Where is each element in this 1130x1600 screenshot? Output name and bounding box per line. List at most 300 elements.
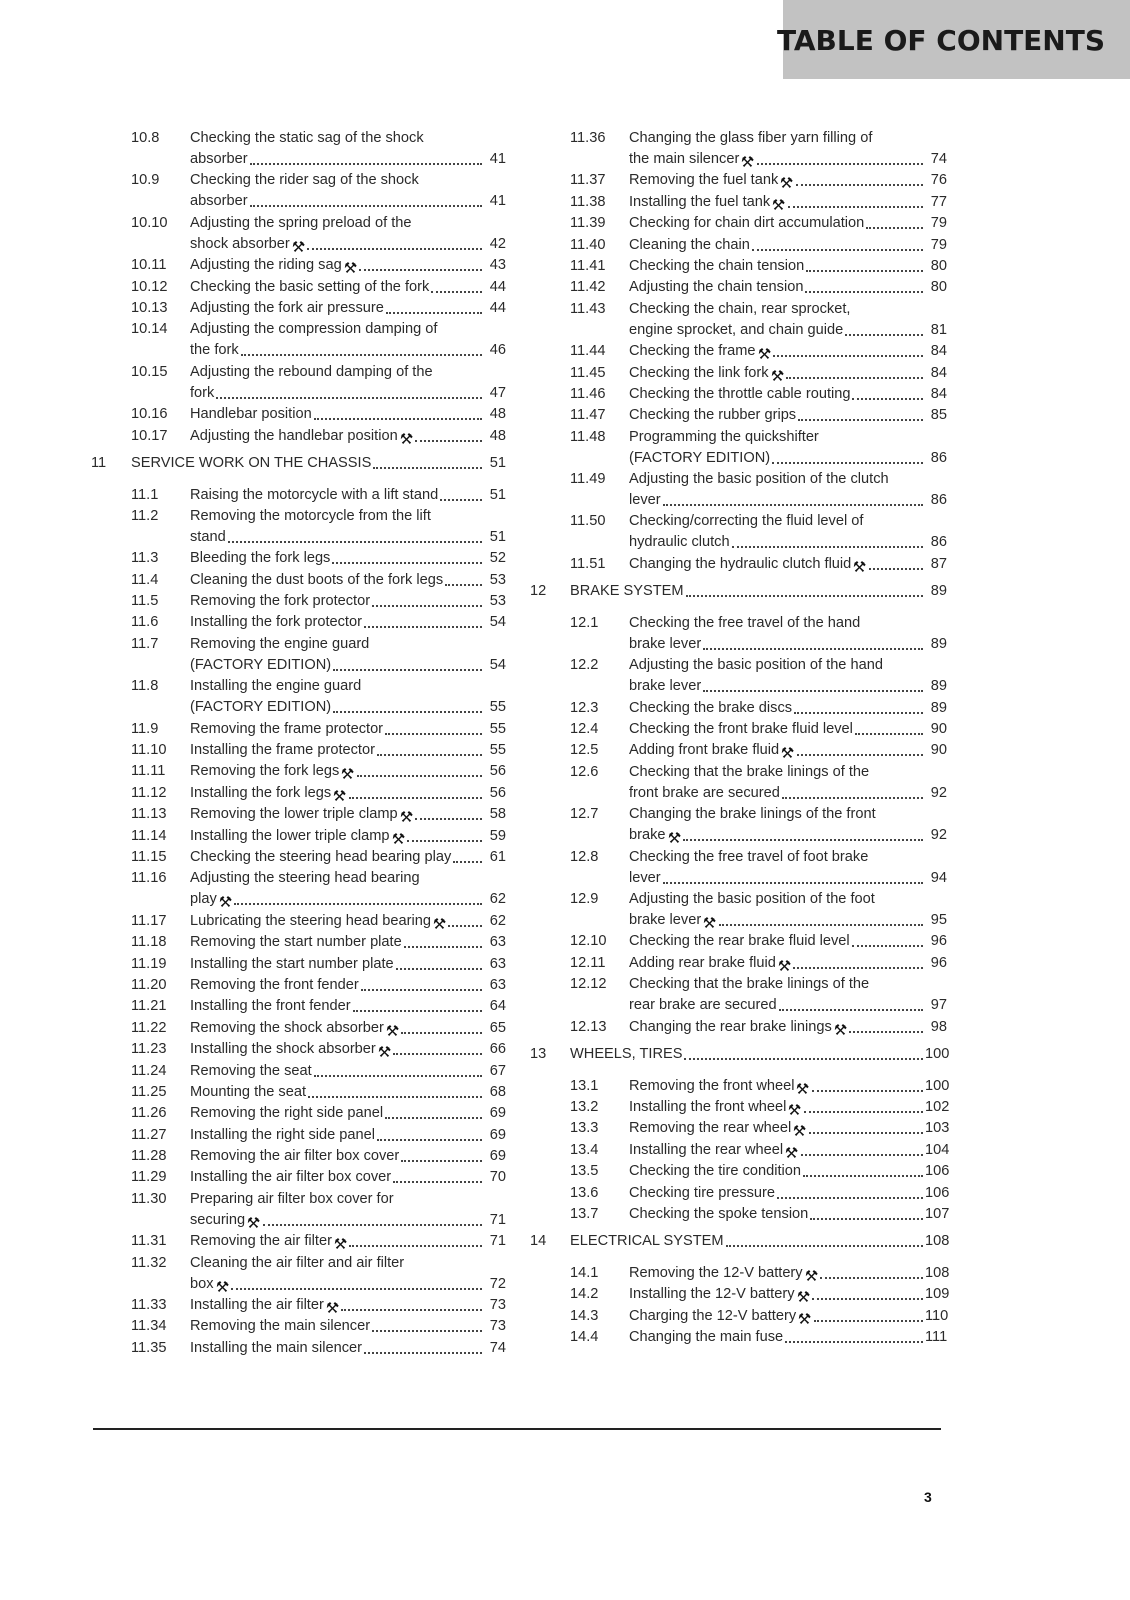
toc-entry-last-line xyxy=(190,1146,506,1167)
toc-section-number: 11.8 xyxy=(131,678,159,695)
toc-entry-line: Checking the frame xyxy=(629,343,756,360)
toc-entry-line: Checking the free travel of the hand xyxy=(629,614,861,631)
toc-entry[interactable] xyxy=(527,1263,950,1285)
toc-entry-line: Checking the brake discs xyxy=(629,699,793,716)
dot-leader xyxy=(726,1245,923,1247)
toc-entry[interactable] xyxy=(88,911,506,932)
toc-entry-last-line xyxy=(629,192,947,213)
toc-entry-last-line xyxy=(190,1103,506,1124)
wrench-icon: ⚒ xyxy=(215,1277,229,1296)
toc-entry-text xyxy=(190,847,506,868)
toc-section-number: 12.12 xyxy=(570,976,607,993)
toc-entry-text xyxy=(190,1018,506,1039)
toc-section-number: 11.12 xyxy=(131,784,167,801)
wrench-icon: ⚒ xyxy=(218,893,233,912)
dot-leader xyxy=(849,1031,923,1033)
toc-section-number: 13 xyxy=(530,1045,547,1062)
toc-entry-text xyxy=(629,762,947,804)
toc-entry-last-line xyxy=(190,1316,506,1337)
toc-entry[interactable] xyxy=(88,761,506,782)
toc-entry[interactable] xyxy=(527,170,947,191)
toc-entry[interactable] xyxy=(527,427,947,469)
toc-entry-text xyxy=(629,1076,950,1098)
toc-page-number: 74 xyxy=(489,1339,506,1356)
toc-entry[interactable] xyxy=(88,506,506,548)
toc-entry[interactable] xyxy=(88,1125,506,1146)
toc-entry-last-line xyxy=(629,868,947,889)
toc-entry[interactable] xyxy=(527,554,947,575)
toc-entry[interactable] xyxy=(88,570,506,591)
toc-entry[interactable] xyxy=(88,1316,506,1337)
toc-entry-last-line xyxy=(629,1118,950,1141)
toc-page-number: 72 xyxy=(489,1275,506,1292)
toc-entry-text xyxy=(629,341,947,362)
wrench-icon: ⚒ xyxy=(757,345,771,364)
toc-entry[interactable] xyxy=(527,719,947,740)
dot-leader xyxy=(686,595,923,597)
toc-entry[interactable] xyxy=(88,804,506,825)
toc-section-number: 14.1 xyxy=(570,1264,599,1281)
dot-leader xyxy=(407,840,482,842)
toc-entry-line: Removing the main silencer xyxy=(190,1318,371,1335)
dot-leader xyxy=(812,1298,923,1300)
toc-entry-last-line xyxy=(190,298,506,319)
toc-entry-text xyxy=(190,911,506,932)
toc-entry-line: Mounting the seat xyxy=(190,1083,307,1100)
toc-entry-text xyxy=(629,128,947,170)
toc-entry-line: Cleaning the air filter and air filter xyxy=(190,1254,405,1271)
toc-entry-text xyxy=(629,405,947,426)
toc-entry-last-line xyxy=(629,1140,950,1162)
toc-section-number: 10.8 xyxy=(131,130,160,146)
toc-page-number: 71 xyxy=(489,1211,506,1228)
toc-entry-line: Installing the front fender xyxy=(190,998,351,1015)
toc-page-number: 90 xyxy=(930,742,947,759)
toc-entry[interactable] xyxy=(527,1118,950,1141)
toc-section-number: 10.9 xyxy=(131,172,160,189)
toc-page-number: 109 xyxy=(925,1286,950,1303)
toc-entry[interactable] xyxy=(527,1204,950,1225)
toc-section-number: 11.46 xyxy=(570,385,606,402)
wrench-icon: ⚒ xyxy=(291,237,306,256)
toc-section-number: 12.8 xyxy=(570,848,599,865)
wrench-icon: ⚒ xyxy=(853,557,867,576)
toc-entry[interactable] xyxy=(88,1338,506,1359)
toc-entry[interactable] xyxy=(527,655,947,697)
toc-section-number: 12 xyxy=(530,582,547,599)
wrench-icon: ⚒ xyxy=(804,1266,819,1285)
toc-entry[interactable] xyxy=(527,277,947,298)
toc-entry-text xyxy=(190,634,506,676)
toc-section-number: 10.17 xyxy=(131,427,168,444)
toc-entry[interactable] xyxy=(88,612,506,633)
toc-entry[interactable] xyxy=(88,128,506,170)
toc-entry[interactable] xyxy=(527,299,947,341)
toc-entry[interactable] xyxy=(88,847,506,868)
toc-entry-text xyxy=(629,427,947,469)
toc-page-number: 104 xyxy=(925,1141,950,1158)
toc-entry[interactable] xyxy=(88,1018,506,1039)
toc-page-number: 58 xyxy=(489,806,506,823)
toc-entry-text xyxy=(629,698,947,719)
toc-entry-text xyxy=(629,192,947,213)
toc-entry[interactable] xyxy=(527,847,947,889)
toc-entry-line: Installing the fork protector xyxy=(190,614,362,631)
toc-entry-text xyxy=(190,570,506,591)
dot-leader xyxy=(777,1197,923,1199)
toc-entry-line: Preparing air filter box cover for xyxy=(190,1190,394,1207)
toc-entry-line: Checking that the brake linings of the xyxy=(629,763,870,780)
dot-leader xyxy=(231,1288,482,1290)
toc-section-number: 14.4 xyxy=(570,1329,599,1346)
toc-entry-line: Removing the right side panel xyxy=(190,1105,384,1122)
toc-entry[interactable] xyxy=(88,1146,506,1167)
toc-entry[interactable] xyxy=(88,404,506,425)
toc-entry[interactable] xyxy=(527,1161,950,1182)
toc-entry-text xyxy=(629,277,947,298)
dot-leader xyxy=(393,1053,482,1055)
toc-section-number: 11.9 xyxy=(131,720,159,737)
toc-page-number: 103 xyxy=(925,1120,950,1137)
toc-entry-last-line xyxy=(629,1017,947,1038)
toc-entry-line: (FACTORY EDITION) xyxy=(190,656,332,673)
toc-page-number: 89 xyxy=(930,582,947,599)
toc-entry[interactable] xyxy=(88,1231,506,1252)
toc-entry-text xyxy=(190,485,506,506)
toc-page-number: 73 xyxy=(489,1318,506,1335)
toc-entry-line: stand xyxy=(190,528,226,545)
toc-entry-text xyxy=(629,655,947,697)
toc-entry-text xyxy=(629,213,947,234)
toc-entry[interactable] xyxy=(88,1061,506,1082)
toc-entry-last-line xyxy=(190,149,506,170)
toc-entry-last-line xyxy=(629,277,947,298)
toc-entry[interactable] xyxy=(527,1097,950,1119)
toc-entry-last-line xyxy=(629,448,947,469)
toc-entry-text xyxy=(629,235,947,256)
dot-leader xyxy=(663,882,923,884)
toc-entry[interactable] xyxy=(88,319,506,361)
toc-entry[interactable] xyxy=(527,931,947,952)
dot-leader xyxy=(314,1075,482,1077)
toc-entry[interactable] xyxy=(88,1167,506,1188)
toc-entry-last-line xyxy=(190,826,506,847)
toc-entry-last-line xyxy=(190,975,506,996)
dot-leader xyxy=(852,945,923,947)
toc-entry[interactable] xyxy=(88,740,506,761)
toc-entry[interactable] xyxy=(88,826,506,847)
toc-section-number: 13.4 xyxy=(570,1141,599,1158)
toc-section-number: 11.5 xyxy=(131,593,159,610)
toc-entry[interactable] xyxy=(527,363,947,384)
toc-entry-last-line xyxy=(570,581,947,602)
toc-entry[interactable] xyxy=(88,170,506,212)
dot-leader xyxy=(866,227,923,229)
toc-entry-line: Installing the 12-V battery xyxy=(629,1286,795,1303)
toc-entry[interactable] xyxy=(527,405,947,426)
dot-leader xyxy=(752,249,923,251)
toc-entry-last-line xyxy=(629,1161,950,1182)
toc-section-number: 11.43 xyxy=(570,300,606,317)
toc-section-number: 14.2 xyxy=(570,1286,599,1303)
toc-entry-text xyxy=(629,847,947,889)
toc-page-number: 89 xyxy=(930,699,947,716)
toc-entry-text xyxy=(629,931,947,952)
dot-leader xyxy=(703,648,923,650)
toc-entry[interactable] xyxy=(527,804,947,846)
toc-chapter[interactable] xyxy=(88,453,506,474)
toc-page-number: 62 xyxy=(489,912,506,929)
wrench-icon: ⚒ xyxy=(325,1299,340,1318)
toc-page-number: 52 xyxy=(489,550,506,567)
toc-section-number: 10.10 xyxy=(131,214,168,231)
toc-entry-line: Checking the static sag of the shock xyxy=(190,130,424,146)
toc-entry[interactable] xyxy=(527,1140,950,1162)
toc-entry[interactable] xyxy=(527,235,947,256)
toc-entry[interactable] xyxy=(88,1039,506,1060)
wrench-icon: ⚒ xyxy=(333,1235,348,1254)
dot-leader xyxy=(377,1139,482,1141)
toc-entry-last-line xyxy=(190,234,506,255)
toc-entry[interactable] xyxy=(88,591,506,612)
dot-leader xyxy=(801,1154,923,1156)
toc-page-number: 55 xyxy=(489,720,506,737)
toc-page-number: 70 xyxy=(489,1169,506,1186)
wrench-icon: ⚒ xyxy=(772,195,786,214)
wrench-icon: ⚒ xyxy=(788,1100,802,1119)
toc-entry-last-line xyxy=(629,405,947,426)
toc-entry-line: Adjusting the basic position of the foot xyxy=(629,890,875,907)
dot-leader xyxy=(364,626,482,628)
toc-section-number: 14.3 xyxy=(570,1307,599,1324)
toc-entry[interactable] xyxy=(527,1284,950,1307)
toc-page-number: 100 xyxy=(925,1045,950,1062)
toc-page-number: 89 xyxy=(930,635,947,652)
toc-entry[interactable] xyxy=(88,932,506,953)
toc-entry-last-line xyxy=(629,931,947,952)
toc-entry-text xyxy=(190,826,506,847)
toc-entry[interactable] xyxy=(88,548,506,569)
toc-entry[interactable] xyxy=(88,975,506,996)
toc-entry-text xyxy=(190,868,506,910)
dot-leader xyxy=(377,754,482,756)
toc-entry[interactable] xyxy=(527,698,947,719)
toc-entry[interactable] xyxy=(88,868,506,910)
toc-entry[interactable] xyxy=(88,676,506,718)
toc-entry-text xyxy=(190,1167,506,1188)
toc-page-number: 54 xyxy=(489,614,506,631)
toc-page-number: 46 xyxy=(489,342,506,359)
toc-entry[interactable] xyxy=(88,255,506,276)
toc-page-number: 59 xyxy=(489,827,506,844)
toc-entry[interactable] xyxy=(88,954,506,975)
dot-leader xyxy=(788,206,923,208)
toc-entry-line: Removing the front wheel xyxy=(629,1077,795,1094)
toc-entry[interactable] xyxy=(527,1183,950,1204)
toc-page-number: 86 xyxy=(930,492,947,509)
toc-entry-line: hydraulic clutch xyxy=(629,534,730,551)
toc-entry[interactable] xyxy=(88,213,506,255)
toc-section-number: 11.19 xyxy=(131,955,167,972)
toc-entry-line: Removing the fork legs xyxy=(190,763,340,780)
toc-section-number: 11.32 xyxy=(131,1254,167,1271)
toc-section-number: 11.38 xyxy=(570,193,606,210)
toc-entry-line: Handlebar position xyxy=(190,406,312,423)
toc-entry[interactable] xyxy=(88,485,506,506)
dot-leader xyxy=(404,946,482,948)
toc-page-number: 62 xyxy=(489,891,506,908)
toc-entry-text xyxy=(190,612,506,633)
toc-entry-last-line xyxy=(629,1183,950,1204)
toc-entry-last-line xyxy=(190,1338,506,1359)
toc-entry-text xyxy=(190,1231,506,1252)
toc-page-number: 108 xyxy=(925,1232,950,1249)
toc-entry[interactable] xyxy=(527,128,947,170)
toc-entry[interactable] xyxy=(88,362,506,404)
toc-page-number: 44 xyxy=(489,299,506,316)
toc-page-number: 67 xyxy=(489,1062,506,1079)
toc-page-number: 66 xyxy=(489,1041,506,1058)
dot-leader xyxy=(809,1132,923,1134)
toc-entry[interactable] xyxy=(527,511,947,553)
dot-leader xyxy=(794,712,923,714)
toc-section-number: 12.13 xyxy=(570,1018,607,1035)
toc-entry-text xyxy=(190,1253,506,1295)
toc-entry-text xyxy=(190,1189,506,1231)
dot-leader xyxy=(250,163,482,165)
toc-entry-line: Removing the frame protector xyxy=(190,720,384,737)
toc-entry[interactable] xyxy=(527,256,947,277)
dot-leader xyxy=(785,1341,923,1343)
toc-entry-line: Adjusting the fork air pressure xyxy=(190,299,384,316)
toc-chapter[interactable] xyxy=(527,581,947,602)
toc-page-number: 92 xyxy=(930,827,947,844)
toc-section-number: 11.41 xyxy=(570,257,606,274)
toc-entry[interactable] xyxy=(527,341,947,362)
toc-entry-last-line xyxy=(190,996,506,1017)
toc-page-number: 110 xyxy=(925,1307,949,1324)
toc-chapter[interactable] xyxy=(527,1231,950,1252)
toc-entry[interactable] xyxy=(527,974,947,1016)
toc-entry[interactable] xyxy=(527,1017,947,1038)
wrench-icon: ⚒ xyxy=(703,913,717,932)
toc-entry-line: Checking/correcting the fluid level of xyxy=(629,513,864,530)
toc-entry-text xyxy=(629,384,947,405)
toc-entry-text xyxy=(190,996,506,1017)
toc-entry-line: Installing the main silencer xyxy=(190,1339,362,1356)
wrench-icon: ⚒ xyxy=(391,829,405,848)
toc-entry[interactable] xyxy=(527,613,947,655)
toc-page-number: 108 xyxy=(925,1264,950,1281)
toc-entry[interactable] xyxy=(88,634,506,676)
toc-section-number: 11.20 xyxy=(131,976,167,993)
toc-entry-last-line xyxy=(629,995,947,1016)
toc-section-number: 11.40 xyxy=(570,236,606,253)
toc-entry[interactable] xyxy=(88,1295,506,1316)
toc-entry[interactable] xyxy=(88,719,506,740)
toc-entry[interactable] xyxy=(527,192,947,213)
toc-entry[interactable] xyxy=(88,1253,506,1295)
toc-entry-line: Checking the free travel of foot brake xyxy=(629,848,869,865)
toc-entry[interactable] xyxy=(88,1103,506,1124)
dot-leader xyxy=(703,690,923,692)
toc-entry-last-line xyxy=(570,1231,950,1252)
toc-page-number: 85 xyxy=(930,407,947,424)
dot-leader xyxy=(683,839,923,841)
toc-entry-last-line xyxy=(629,384,947,405)
toc-entry-last-line xyxy=(190,1018,506,1039)
toc-page-number: 79 xyxy=(930,215,947,232)
toc-entry[interactable] xyxy=(527,384,947,405)
toc-entry-last-line xyxy=(190,1061,506,1082)
toc-page-number: 51 xyxy=(489,528,506,545)
toc-entry[interactable] xyxy=(527,213,947,234)
toc-section-number: 11.6 xyxy=(131,614,159,631)
toc-page-number: 84 xyxy=(930,364,947,381)
toc-section-number: 11.39 xyxy=(570,215,606,232)
toc-entry[interactable] xyxy=(88,277,506,298)
wrench-icon: ⚒ xyxy=(796,1288,810,1307)
toc-entry-line: Checking the rear brake fluid level xyxy=(629,933,850,950)
dot-leader xyxy=(373,467,482,469)
toc-entry[interactable] xyxy=(527,469,947,511)
toc-entry-text xyxy=(190,761,506,782)
toc-entry[interactable] xyxy=(527,740,947,761)
toc-entry[interactable] xyxy=(527,953,947,974)
toc-entry[interactable] xyxy=(88,426,506,447)
toc-page-number: 96 xyxy=(930,933,947,950)
toc-column-right xyxy=(527,128,950,1348)
toc-section-number: 14 xyxy=(530,1232,547,1249)
toc-entry[interactable] xyxy=(88,1189,506,1231)
toc-entry-line: Removing the fuel tank xyxy=(629,172,779,189)
toc-entry[interactable] xyxy=(527,1076,950,1098)
toc-page-number: 44 xyxy=(489,278,506,295)
toc-page-number: 71 xyxy=(489,1233,506,1250)
toc-page-number: 63 xyxy=(489,934,506,951)
dot-leader xyxy=(814,1320,923,1322)
toc-entry-text xyxy=(190,1146,506,1167)
toc-page-number: 53 xyxy=(489,593,506,610)
toc-chapter[interactable] xyxy=(527,1044,950,1065)
toc-entry-text xyxy=(190,1103,506,1124)
toc-entry[interactable] xyxy=(88,783,506,804)
toc-page-number: 97 xyxy=(930,997,947,1014)
toc-entry-line: Adjusting the rebound damping of the xyxy=(190,363,433,380)
toc-page-number: 76 xyxy=(930,172,947,189)
toc-entry-last-line xyxy=(190,570,506,591)
toc-section-number: 10.11 xyxy=(131,257,167,274)
toc-section-number: 11.35 xyxy=(131,1339,167,1356)
toc-entry-last-line xyxy=(190,426,506,447)
dot-leader xyxy=(812,1090,923,1092)
toc-entry[interactable] xyxy=(88,1082,506,1103)
toc-entry[interactable] xyxy=(527,889,947,931)
toc-entry-last-line xyxy=(629,1306,947,1327)
wrench-icon: ⚒ xyxy=(377,1043,392,1062)
toc-entry-line: Installing the rear wheel xyxy=(629,1141,784,1158)
toc-entry-line: Checking the tire condition xyxy=(629,1163,801,1180)
dot-leader xyxy=(719,924,923,926)
toc-entry[interactable] xyxy=(527,1306,947,1327)
toc-entry[interactable] xyxy=(88,298,506,319)
toc-entry[interactable] xyxy=(527,1327,947,1348)
toc-entry-text xyxy=(190,128,506,170)
toc-entry[interactable] xyxy=(88,996,506,1017)
toc-entry-last-line xyxy=(629,320,947,341)
toc-entry[interactable] xyxy=(527,762,947,804)
toc-entry-text xyxy=(190,362,506,404)
